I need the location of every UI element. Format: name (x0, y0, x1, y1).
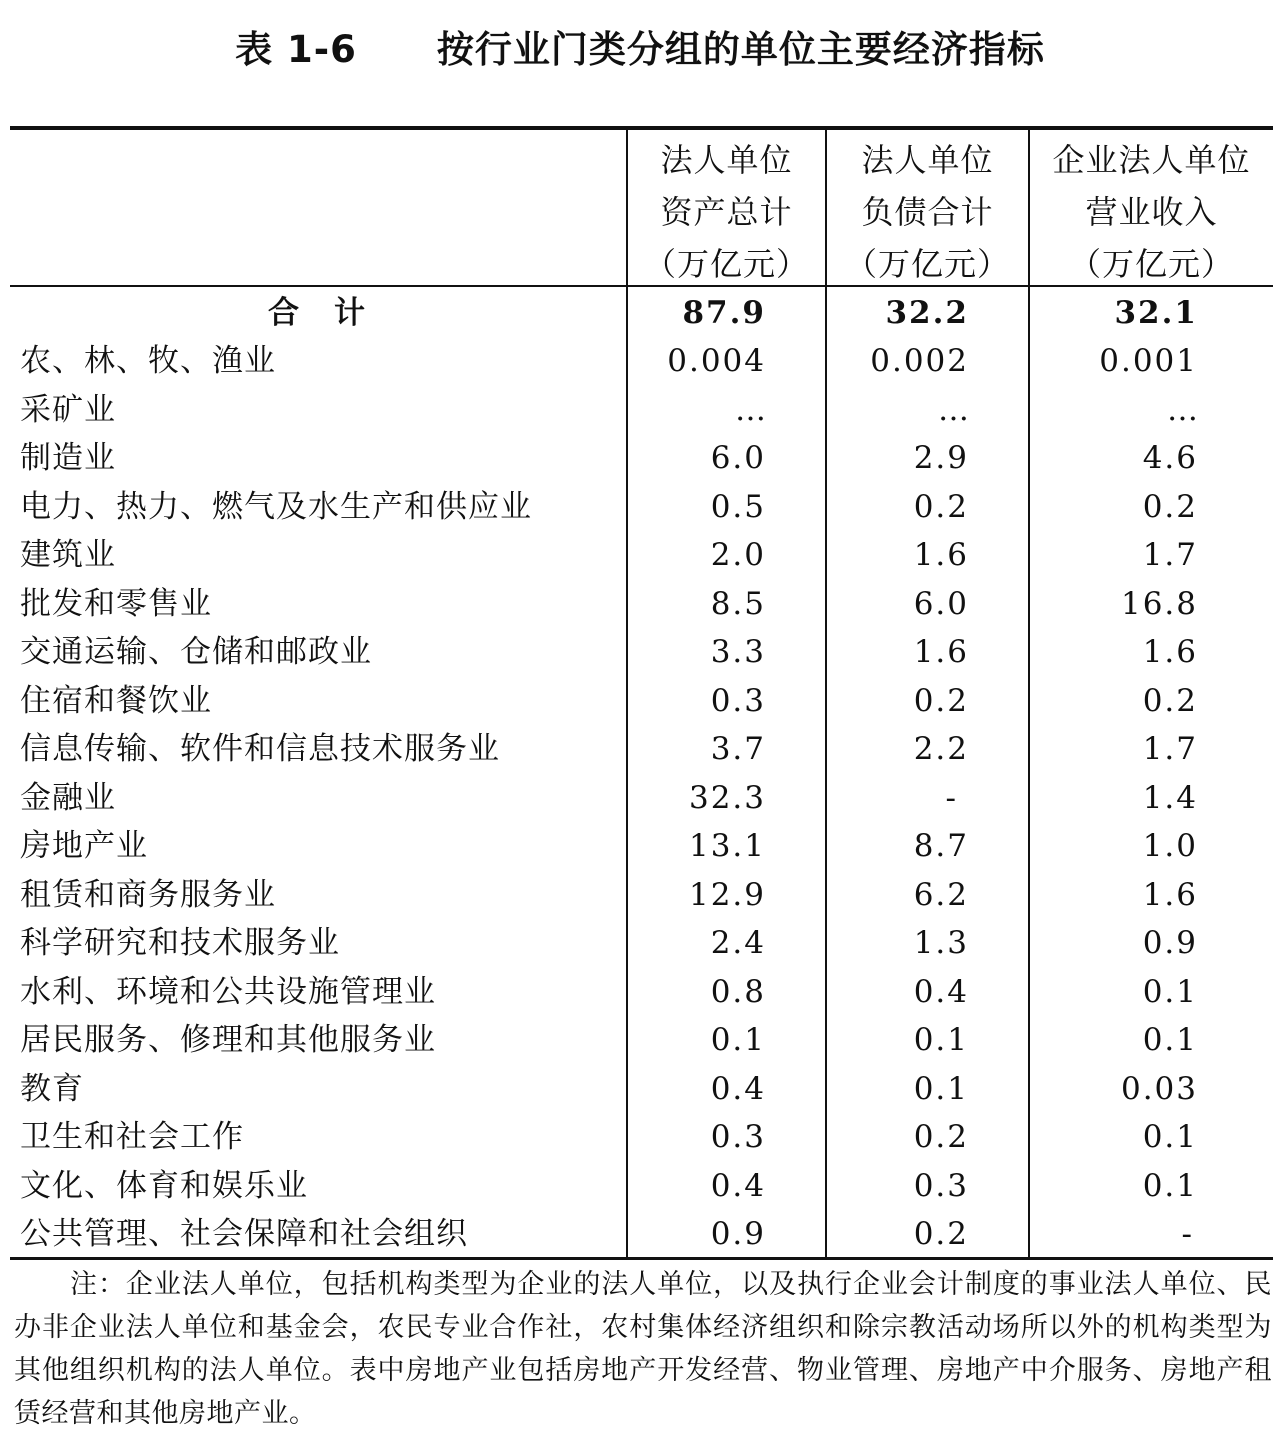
revenue-value: 1.7 (1142, 731, 1198, 767)
row-label: 采矿业 (20, 392, 116, 428)
column-header-line: 法人单位 (861, 141, 994, 179)
row-label: 居民服务、修理和其他服务业 (20, 1022, 436, 1058)
row-label: 交通运输、仓储和邮政业 (20, 634, 372, 670)
liabilities-value: 2.2 (913, 731, 969, 767)
revenue-value: 0.1 (1142, 1119, 1198, 1155)
assets-value: 13.1 (688, 828, 766, 864)
table-row (0, 580, 1280, 628)
row-label: 建筑业 (20, 537, 116, 573)
table-row (0, 1162, 1280, 1210)
revenue-value: 1.6 (1142, 634, 1198, 670)
revenue-value: 0.9 (1142, 925, 1198, 961)
table-row (0, 968, 1280, 1016)
table-row (0, 386, 1280, 434)
table-top-rule (10, 126, 1273, 130)
row-label: 电力、热力、燃气及水生产和供应业 (20, 489, 532, 525)
table-row (0, 1210, 1280, 1258)
liabilities-value: 1.6 (913, 537, 969, 573)
table-row-total (0, 289, 1280, 337)
table-number: 表 1-6 (235, 28, 357, 71)
revenue-value: 0.1 (1142, 1022, 1198, 1058)
table-row (0, 725, 1280, 773)
row-label: 卫生和社会工作 (20, 1119, 244, 1155)
assets-value: 2.0 (710, 537, 766, 573)
assets-value: 3.3 (710, 634, 766, 670)
column-header-revenue (1030, 134, 1273, 290)
table-title-text: 按行业门类分组的单位主要经济指标 (436, 28, 1045, 71)
assets-value: 2.4 (710, 925, 766, 961)
row-label: 租赁和商务服务业 (20, 877, 276, 913)
liabilities-value: 8.7 (913, 828, 969, 864)
row-label: 制造业 (20, 440, 116, 476)
row-label: 科学研究和技术服务业 (20, 925, 340, 961)
revenue-value: 1.0 (1142, 828, 1198, 864)
assets-value: 0.8 (710, 974, 766, 1010)
assets-value: 0.5 (710, 489, 766, 525)
revenue-value: 1.4 (1142, 780, 1198, 816)
liabilities-value: 0.3 (913, 1168, 969, 1204)
revenue-value: - (1181, 1216, 1194, 1252)
assets-value: 12.9 (688, 877, 766, 913)
column-header-line: （万亿元） (1068, 245, 1234, 283)
revenue-value: 1.7 (1142, 537, 1198, 573)
revenue-value: 4.6 (1142, 440, 1198, 476)
assets-value: 0.9 (710, 1216, 766, 1252)
liabilities-value: 0.002 (870, 343, 969, 379)
row-label: 文化、体育和娱乐业 (20, 1168, 308, 1204)
revenue-value: 0.2 (1142, 683, 1198, 719)
table-row (0, 1113, 1280, 1161)
table-row (0, 1065, 1280, 1113)
assets-value: 0.1 (710, 1022, 766, 1058)
table-footnote: 注：企业法人单位，包括机构类型为企业的法人单位，以及执行企业会计制度的事业法人单位、民办非企业法人单位和基金会，农民专业合作社，农村集体经济组织和除宗教活动场所以外的机构类型为其他组织机构的法人单位。表中房地产业包括房地产开发经营、物业管理、房地产中介服务、房地产租赁经营和其他房地产业。 (14, 1269, 1272, 1429)
liabilities-value: 0.2 (913, 1119, 969, 1155)
column-header-line: 资产总计 (660, 193, 793, 231)
column-header-line: 企业法人单位 (1052, 141, 1251, 179)
table-row (0, 919, 1280, 967)
row-label: 合 计 (268, 295, 367, 331)
revenue-value: 0.1 (1142, 974, 1198, 1010)
liabilities-value: 2.9 (913, 440, 969, 476)
row-label: 农、林、牧、渔业 (20, 343, 276, 379)
column-header-line: 营业收入 (1085, 193, 1218, 231)
revenue-value: 0.03 (1120, 1071, 1198, 1107)
row-label: 金融业 (20, 780, 116, 816)
assets-value: 0.3 (710, 683, 766, 719)
liabilities-value: 0.2 (913, 683, 969, 719)
liabilities-value: 0.1 (913, 1071, 969, 1107)
revenue-value: 16.8 (1120, 586, 1198, 622)
assets-value: 0.3 (710, 1119, 766, 1155)
column-header-line: （万亿元） (844, 245, 1010, 283)
assets-value: 3.7 (710, 731, 766, 767)
row-label: 批发和零售业 (20, 586, 212, 622)
revenue-value: 0.2 (1142, 489, 1198, 525)
row-label: 公共管理、社会保障和社会组织 (20, 1216, 468, 1252)
liabilities-value: 0.2 (913, 1216, 969, 1252)
table-row (0, 483, 1280, 531)
table-row (0, 774, 1280, 822)
assets-value: 8.5 (710, 586, 766, 622)
liabilities-value: 6.0 (913, 586, 969, 622)
liabilities-value: 1.6 (913, 634, 969, 670)
row-label: 房地产业 (20, 828, 148, 864)
table-row (0, 531, 1280, 579)
revenue-value: 0.001 (1099, 343, 1198, 379)
table-row (0, 628, 1280, 676)
liabilities-value: - (945, 780, 958, 816)
table-row (0, 871, 1280, 919)
assets-value: 0.004 (667, 343, 766, 379)
table-row (0, 434, 1280, 482)
table-row (0, 1016, 1280, 1064)
assets-value: 87.9 (682, 295, 766, 331)
revenue-value: 1.6 (1142, 877, 1198, 913)
assets-value: … (735, 392, 766, 428)
table-title (0, 22, 1280, 78)
liabilities-value: … (938, 392, 969, 428)
row-label: 教育 (20, 1071, 84, 1107)
table-row (0, 822, 1280, 870)
revenue-value: … (1167, 392, 1198, 428)
liabilities-value: 0.4 (913, 974, 969, 1010)
table-row (0, 677, 1280, 725)
liabilities-value: 0.2 (913, 489, 969, 525)
column-header-line: （万亿元） (643, 245, 809, 283)
assets-value: 32.3 (688, 780, 766, 816)
revenue-value: 0.1 (1142, 1168, 1198, 1204)
liabilities-value: 32.2 (885, 295, 969, 331)
assets-value: 0.4 (710, 1071, 766, 1107)
column-header-liabilities (827, 134, 1028, 290)
column-header-line: 法人单位 (660, 141, 793, 179)
assets-value: 0.4 (710, 1168, 766, 1204)
row-label: 住宿和餐饮业 (20, 683, 212, 719)
assets-value: 6.0 (710, 440, 766, 476)
row-label: 水利、环境和公共设施管理业 (20, 974, 436, 1010)
revenue-value: 32.1 (1114, 295, 1198, 331)
row-label: 信息传输、软件和信息技术服务业 (20, 731, 500, 767)
table-row (0, 337, 1280, 385)
liabilities-value: 6.2 (913, 877, 969, 913)
liabilities-value: 1.3 (913, 925, 969, 961)
column-header-assets (628, 134, 825, 290)
column-header-line: 负债合计 (861, 193, 994, 231)
liabilities-value: 0.1 (913, 1022, 969, 1058)
